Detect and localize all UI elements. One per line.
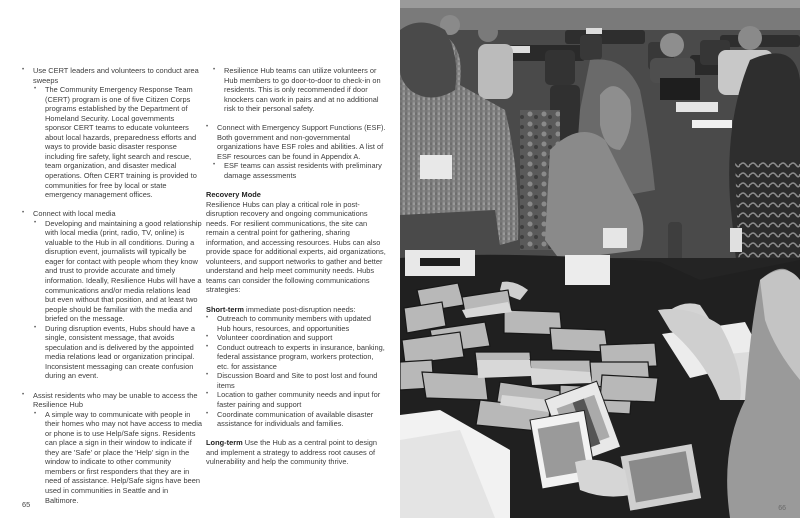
short-term-text: immediate post-disruption needs: bbox=[243, 304, 356, 314]
section-heading-recovery-mode: Recovery Mode bbox=[206, 190, 261, 200]
sub-bullet-item bbox=[212, 66, 386, 114]
sub-bullet-text: The Community Emergency Response Team (CERT) program is one of five Citizen Corps programs established by the Department of Homeland Security. Local governments sponsor CERT teams to educate volunteers about local hazards, preparedness efforts and ways to provide basic disaster response including fire safety, light search and rescue, team organization, and disaster medical operations. Often CERT training is provided to communities for free by local or state emergency management offices. bbox=[45, 85, 197, 200]
short-term-item bbox=[206, 333, 386, 343]
sub-bullet-item bbox=[33, 219, 202, 324]
long-term-paragraph bbox=[206, 438, 386, 467]
text-column-2 bbox=[206, 66, 386, 467]
short-term-item bbox=[206, 410, 386, 429]
bullet-item bbox=[22, 209, 202, 219]
bullet-text: Use CERT leaders and volunteers to conduct area sweeps bbox=[33, 66, 199, 85]
sub-bullet-item bbox=[33, 410, 202, 505]
short-term-item-text: Coordinate communication of available disaster assistance for individuals and families. bbox=[217, 409, 374, 429]
sub-bullet-text: ESF teams can assist residents with preliminary damage assessments bbox=[224, 161, 382, 180]
short-term-item-text: Conduct outreach to experts in insurance, banking, federal assistance program, workers protection, etc. for assistance bbox=[217, 342, 385, 371]
short-term-item-text: Location to gather community needs and input for faster pairing and support bbox=[217, 390, 381, 409]
bullet-item bbox=[22, 391, 202, 410]
page-number-right: 66 bbox=[778, 505, 786, 512]
sub-bullet-text: Developing and maintaining a good relationship with local media (print, radio, TV, online) is valuable to the Hub in all conditions. During a disruption event, journalists will typically be eager for contact with people whom they know and trust to provide accurate and timely information. Ideally, Resilience Hubs will have a communications and/or media relations lead but even without that position, and at least two people should be familiar with the media and briefed on the message. bbox=[45, 218, 202, 324]
sub-bullet-item bbox=[212, 161, 386, 180]
long-term-text: Use the Hub as a central point to design and implement a strategy to address root causes of vulnerability and help the community thrive. bbox=[206, 438, 378, 467]
short-term-item-text: Outreach to community members with updated Hub hours, resources, and opportunities bbox=[217, 314, 372, 333]
short-term-item bbox=[206, 343, 386, 372]
sub-bullet-text: A simple way to communicate with people in their homes who may not have access to media or phone is to use Help/Safe signs. Residents can place a sign in their window to indicate if they are 'Safe' or place the 'Help' sign in the window to indicate to other community members or first responders that they are in need of assistance. Help/Safe signs have been used in communities in Seattle and in Baltimore. bbox=[45, 409, 202, 505]
sub-bullet-item bbox=[33, 85, 202, 200]
short-term-label: Short-term bbox=[206, 304, 244, 314]
long-term-label: Long-term bbox=[206, 438, 243, 448]
text-column-1 bbox=[22, 66, 202, 505]
short-term-item-text: Volunteer coordination and support bbox=[217, 333, 333, 343]
sub-bullet-text: During disruption events, Hubs should have a single, consistent message, that avoids speculation and is delivered by the appointed media relations lead or organization principal. Inconsistent messaging can create confusion during an event. bbox=[45, 323, 196, 381]
sub-bullet-item bbox=[33, 324, 202, 381]
short-term-intro bbox=[206, 305, 386, 315]
bullet-item bbox=[22, 66, 202, 85]
bullet-text: Assist residents who may be unable to access the Resilience Hub bbox=[33, 390, 198, 410]
short-term-item bbox=[206, 371, 386, 390]
recovery-paragraph: Resilience Hubs can play a critical role in post-disruption recovery and ongoing communications needs. For resilient communications, the site can remain a central point for gathering, sharing information, and accessing resources. Hubs can also provide space for additional experts, aid organizations, volunteers, and support networks to gather and better understand and help meet community needs. Hubs teams can consider the following communications strategies: bbox=[206, 199, 386, 295]
bullet-text: Connect with Emergency Support Functions (ESF). Both government and non-governmental organizations have ESF roles and abilities. A list of ESF resources can be found in Appendix A. bbox=[217, 123, 386, 161]
sub-bullet-text: Resilience Hub teams can utilize volunteers or Hub members to go door-to-door to check-in on residents. This is only recommended if door knockers can work in pairs and at no additional risk to their personal safety. bbox=[224, 66, 381, 114]
short-term-item bbox=[206, 390, 386, 409]
photo-illustration bbox=[400, 0, 800, 518]
page-number-left: 65 bbox=[22, 500, 31, 509]
short-term-item-text: Discussion Board and Site to post lost and found items bbox=[217, 371, 378, 390]
workshop-photo bbox=[400, 0, 800, 518]
bullet-text: Connect with local media bbox=[33, 209, 116, 219]
bullet-item bbox=[206, 123, 386, 161]
short-term-item bbox=[206, 314, 386, 333]
